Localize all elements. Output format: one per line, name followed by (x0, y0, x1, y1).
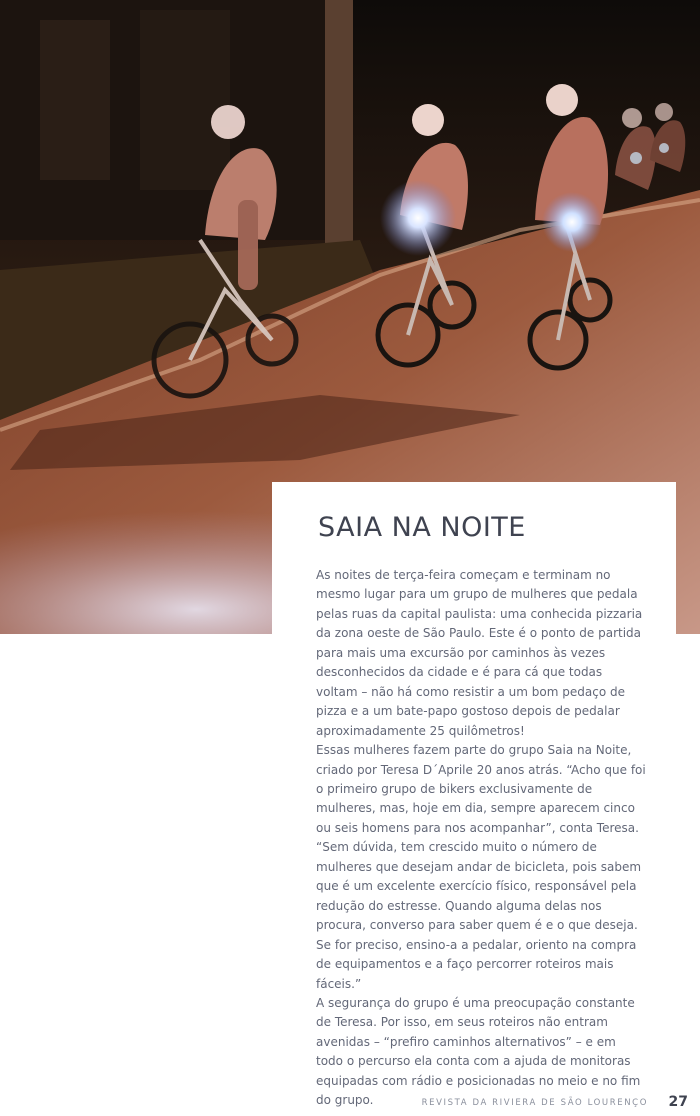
page-number: 27 (668, 1094, 688, 1110)
article-body (316, 566, 646, 1111)
article-paragraph: A segurança do grupo é uma preocupação constante de Teresa. Por isso, em seus roteiros não entram avenidas – “prefiro caminhos alternativos” – e em todo o percurso ela conta com a ajuda de monitoras equipadas com rádio e posicionadas no meio e no fim do grupo. (316, 995, 641, 1108)
magazine-name: REVISTA DA RIVIERA DE SÃO LOURENÇO (421, 1098, 648, 1108)
article-paragraph: As noites de terça-feira começam e terminam no mesmo lugar para um grupo de mulheres que pedala pelas ruas da capital paulista: uma conhecida pizzaria da zona oeste de São Paulo. Este é o ponto de partida para mais uma excursão por caminhos às vezes desconhecidos da cidade e é para cá que todas voltam – não há como resistir a um bom pedaço de pizza e a um bate-papo gostoso depois de pedalar aproximadamente 25 quilômetros! (316, 568, 643, 738)
article-title: SAIA NA NOITE (318, 512, 526, 543)
article-paragraph: Essas mulheres fazem parte do grupo Saia na Noite, criado por Teresa D´Aprile 20 anos atrás. “Acho que foi o primeiro grupo de bikers exclusivamente de mulheres, mas, hoje em dia, sempre aparecem cinco ou seis homens para nos acompanhar”, conta Teresa. “Sem dúvida, tem crescido muito o número de mulheres que desejam andar de bicicleta, pois sabem que é um excelente exercício físico, responsável pela redução do estresse. Quando alguma delas nos procura, converso para saber quem é e o que deseja. Se for preciso, ensino-a a pedalar, oriento na compra de equipamentos e a faço percorrer roteiros mais fáceis.” (316, 743, 646, 991)
